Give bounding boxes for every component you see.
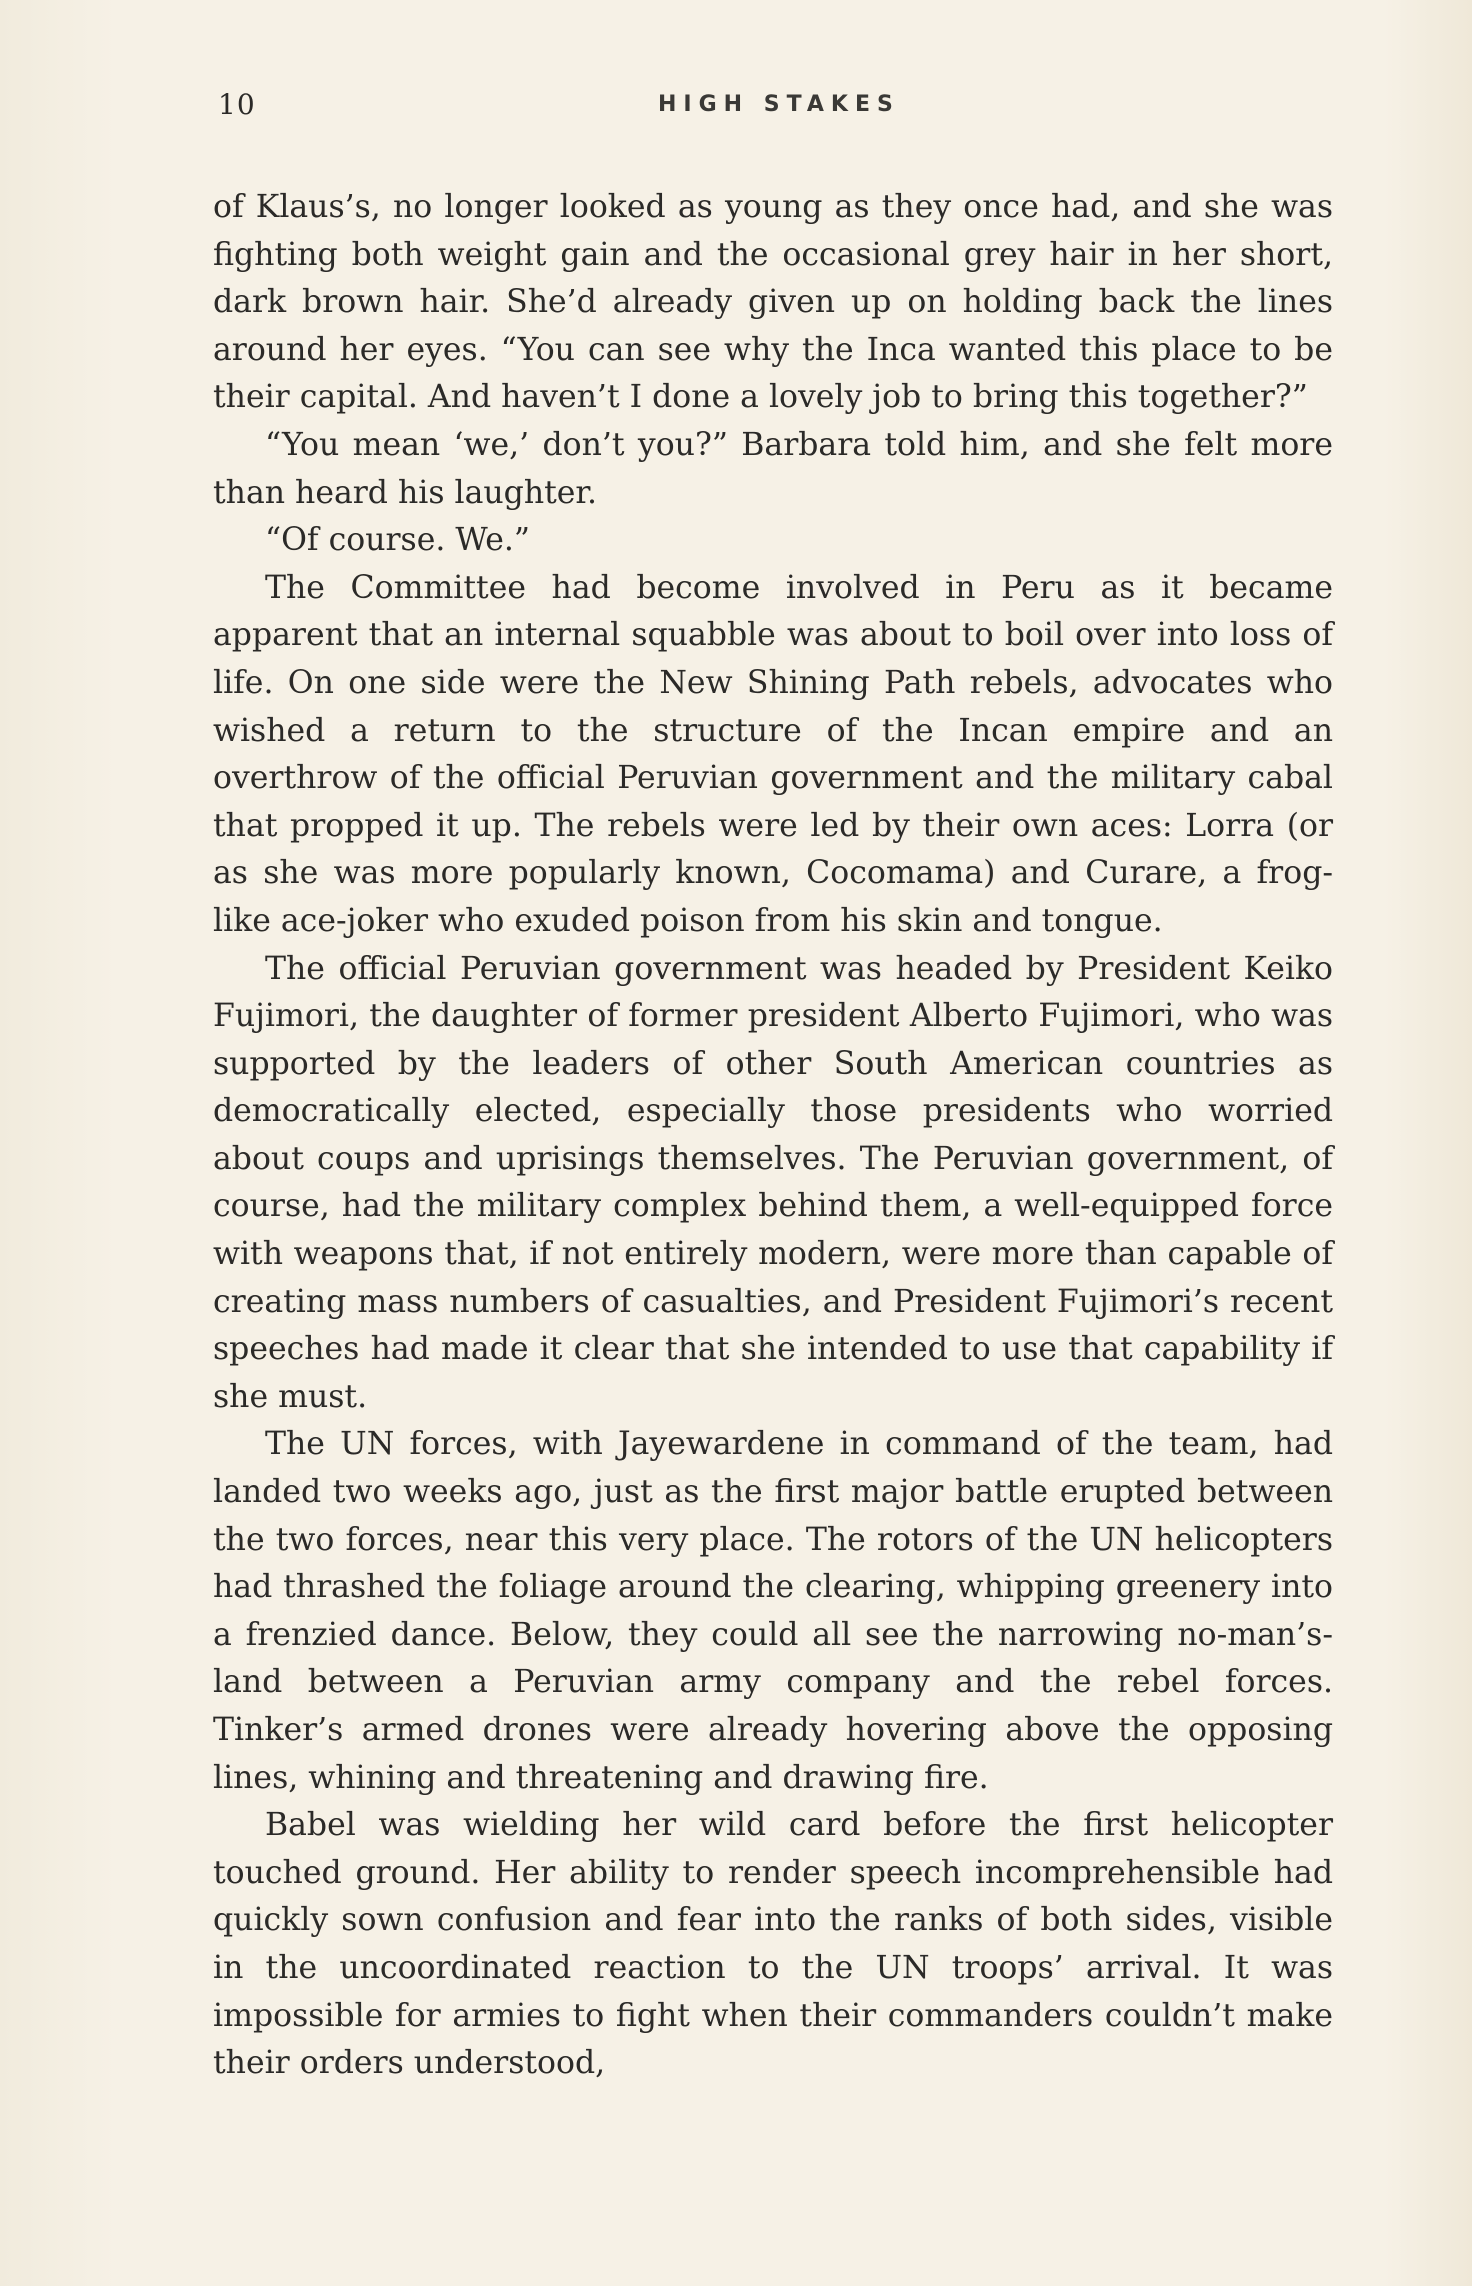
- running-head: HIGH STAKES: [658, 92, 900, 117]
- page-number: 10: [218, 88, 256, 121]
- paragraph: The Committee had become involved in Peru as it became apparent that an internal squabble was about to boil over into loss of life. On one side were the New Shining Path rebels, advocates who wished a return to the structure of the Incan empire and an overthrow of the official Peruvian government and the military cabal that propped it up. The rebels were led by their own aces: Lorra (or as she was more popularly known, Cocomama) and Curare, a frog-like ace-joker who exuded poison from his skin and tongue.: [213, 569, 1333, 939]
- body-text: [213, 184, 1333, 2088]
- paragraph: of Klaus’s, no longer looked as young as they once had, and she was fighting both weight gain and the occasional grey hair in her short, dark brown hair. She’d already given up on holding back the lines around her eyes. “You can see why the Inca wanted this place to be their capital. And haven’t I done a lovely job to bring this together?”: [213, 189, 1333, 416]
- paragraph: Babel was wielding her wild card before the first helicopter touched ground. Her ability to render speech incomprehensible had quickly sown confusion and fear into the ranks of both sides, visible in the uncoordinated reaction to the UN troops’ arrival. It was impossible for armies to fight when their commanders couldn’t make their orders understood,: [213, 1807, 1333, 2082]
- paragraph: The UN forces, with Jayewardene in command of the team, had landed two weeks ago, just as the first major battle erupted between the two forces, near this very place. The rotors of the UN helicopters had thrashed the foliage around the clearing, whipping greenery into a frenzied dance. Below, they could all see the narrowing no-man’s-land between a Peruvian army company and the rebel forces. Tinker’s armed drones were already hovering above the opposing lines, whining and threatening and drawing fire.: [213, 1426, 1333, 1796]
- page-header: [218, 88, 1338, 128]
- paragraph: “Of course. We.”: [265, 522, 530, 559]
- paragraph: “You mean ‘we,’ don’t you?” Barbara told him, and she felt more than heard his laughter.: [213, 426, 1333, 511]
- paragraph: The official Peruvian government was headed by President Keiko Fujimori, the daughter of former president Alberto Fujimori, who was supported by the leaders of other South American countries as democratically elected, especially those presidents who worried about coups and uprisings themselves. The Peruvian government, of course, had the military complex behind them, a well-equipped force with weapons that, if not entirely modern, were more than capable of creating mass numbers of casualties, and President Fujimori’s recent speeches had made it clear that she intended to use that capability if she must.: [213, 950, 1333, 1415]
